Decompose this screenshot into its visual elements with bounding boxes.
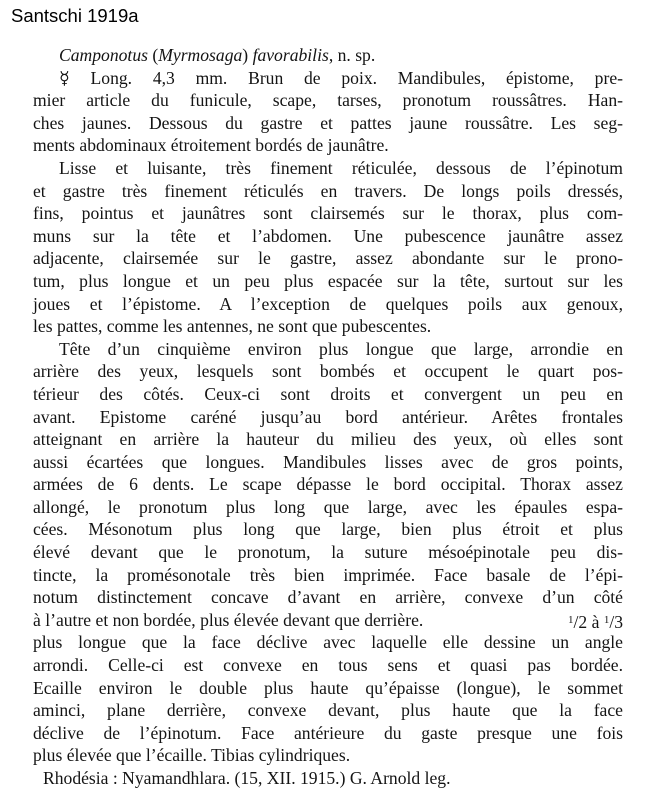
text-line: Tête d’un cinquième environ plus longue que large, arrondie en	[59, 338, 623, 359]
text-line: joues et l’épistome. A l’exception de quelques poils aux genoux,	[33, 293, 623, 314]
text-line: élevé devant que le pronotum, la suture mésoépinotale peu dis-	[33, 542, 623, 563]
species-name: favorabilis	[252, 45, 329, 65]
text-line: arrière des yeux, lesquels sont bombés et occupent le quart pos-	[33, 361, 623, 382]
text-line: térieur des côtés. Ceux-ci sont droits et convergent un peu en	[33, 383, 623, 404]
subgenus-open: (	[147, 45, 159, 65]
subgenus-name: Myrmosaga	[158, 45, 243, 65]
ratio-fraction	[568, 609, 623, 632]
text-line: notum distinctement concave d’avant en arrière, convexe d’un côté	[33, 587, 623, 608]
text-line: les pattes, comme les antennes, ne sont que pubescentes.	[33, 316, 432, 337]
text-line: Lisse et luisante, très finement réticulée, dessous de l’épinotum	[59, 157, 623, 178]
text-line: et gastre très finement réticulés en travers. De longs poils dressés,	[33, 180, 623, 201]
locality-line: Rhodésia : Nyamandhlara. (15, XII. 1915.) G. Arnold leg.	[43, 768, 451, 788]
text-line: muns sur la tête et l’abdomen. Une pubescence jaunâtre assez	[33, 225, 623, 246]
text-line-with-fraction	[33, 609, 623, 632]
fraction-connector: à	[587, 611, 604, 632]
text-line: aminci, plane derrière, convexe devant, plus haute que la face	[33, 700, 623, 721]
text-line: avant. Epistome caréné jusqu’au bord antérieur. Arêtes frontales	[33, 406, 623, 427]
text-line: aussi écartées que longues. Mandibules lisses avec de gros points,	[33, 451, 623, 472]
text-line: ches jaunes. Dessous du gastre et pattes jaune roussâtre. Les seg-	[33, 112, 623, 133]
text-line: déclive de l’épinotum. Face antérieure du gaste presque une fois	[33, 722, 623, 743]
fraction-denominator: 3	[614, 611, 623, 632]
text-line: plus longue que la face déclive avec laquelle elle dessine un angle	[33, 632, 623, 653]
text-line: Ecaille environ le double plus haute qu’épaisse (longue), le sommet	[33, 677, 623, 698]
text-line: allongé, le pronotum plus long que large, avec les épaules espa-	[33, 496, 623, 517]
text-line: plus élevée que l’écaille. Tibias cylindriques.	[33, 745, 351, 766]
text-line: cées. Mésonotum plus long que large, bien plus étroit et plus	[33, 519, 623, 540]
species-suffix: , n. sp.	[328, 45, 376, 65]
species-description	[33, 44, 623, 790]
fraction-denominator: 2	[578, 611, 588, 632]
text-line: arrondi. Celle-ci est convexe en tous sens et quasi pas bordée.	[33, 655, 623, 676]
genus-name: Camponotus	[59, 45, 148, 65]
text-line: ments abdominaux étroitement bordés de jaunâtre.	[33, 135, 389, 156]
citation-header: Santschi 1919a	[11, 5, 139, 26]
text-line: atteignant en arrière la hauteur du milieu des yeux, où elles sont	[33, 429, 623, 450]
text-line: à l’autre et non bordée, plus élevée devant que derrière.	[33, 609, 424, 630]
text-line: adjacente, clairsemée sur le gastre, assez abondante sur le prono-	[33, 248, 623, 269]
fraction-separator: /	[573, 611, 579, 632]
fraction-numerator: 1	[568, 613, 574, 626]
text-line: mier article du funicule, scape, tarses, pronotum roussâtres. Han-	[33, 90, 623, 111]
fraction-numerator: 1	[603, 613, 610, 626]
text-line: fins, pointus et jaunâtres sont clairsemés sur le thorax, plus com-	[33, 203, 623, 224]
subgenus-close: )	[242, 45, 253, 65]
fraction-separator: /	[609, 611, 615, 632]
text-line: ☿ Long. 4,3 mm. Brun de poix. Mandibules, épistome, pre-	[59, 67, 623, 88]
species-title	[33, 44, 623, 67]
text-line: tincte, la promésonotale très bien imprimée. Face basale de l’épi-	[33, 564, 623, 585]
text-line: tum, plus longue et un peu plus espacée sur la tête, surtout sur les	[33, 270, 623, 291]
text-line: armées de 6 dents. Le scape dépasse le bord occipital. Thorax assez	[33, 474, 623, 495]
